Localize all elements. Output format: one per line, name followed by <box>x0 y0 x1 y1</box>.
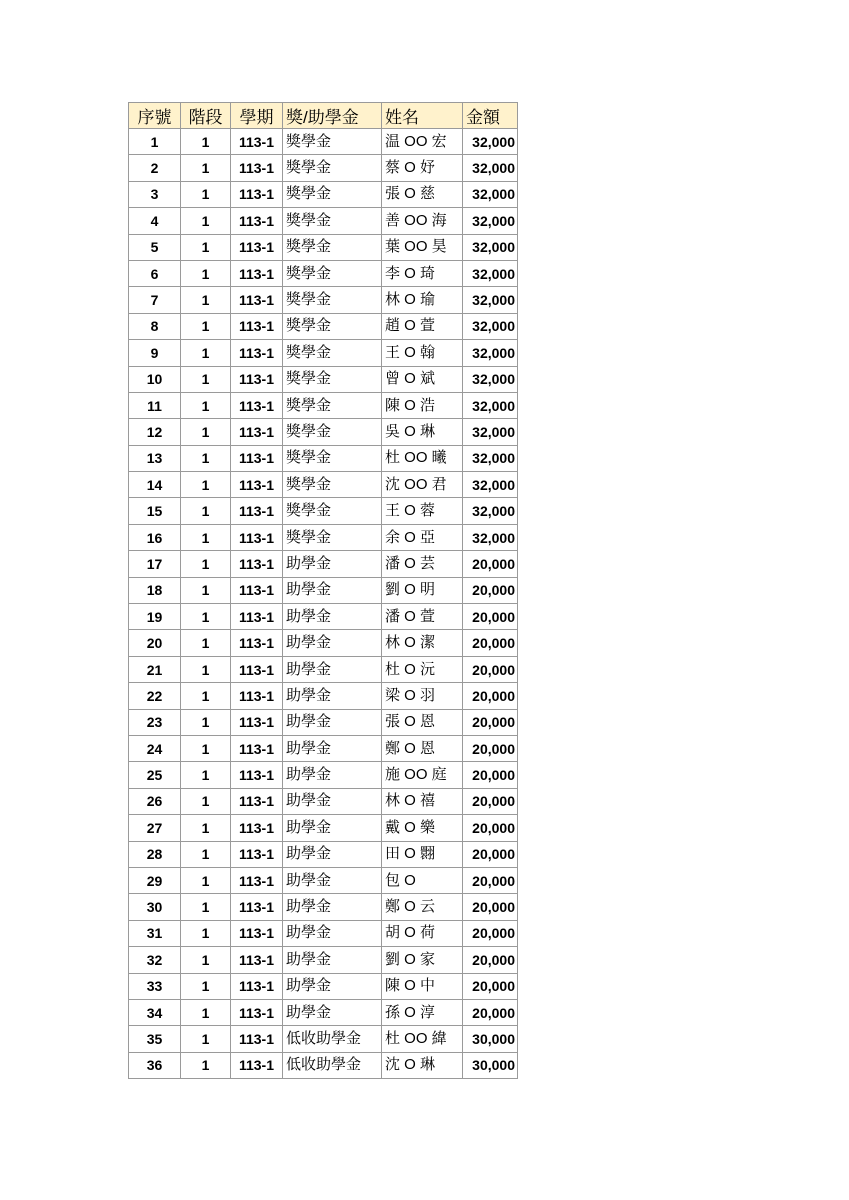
scholarship-table <box>128 102 518 1079</box>
cell-stage: 1 <box>181 656 231 682</box>
cell-amount: 32,000 <box>463 129 518 155</box>
table-row <box>129 1052 518 1078</box>
cell-name: 潘 O 芸 <box>382 551 463 577</box>
cell-name: 王 O 翰 <box>382 340 463 366</box>
cell-serial-number: 20 <box>129 630 181 656</box>
table-row <box>129 683 518 709</box>
cell-name: 杜 OO 緯 <box>382 1026 463 1052</box>
cell-stage: 1 <box>181 340 231 366</box>
header-award-type: 獎/助學金 <box>283 103 382 129</box>
cell-term: 113-1 <box>231 894 283 920</box>
cell-award-type: 助學金 <box>283 788 382 814</box>
cell-stage: 1 <box>181 762 231 788</box>
cell-term: 113-1 <box>231 129 283 155</box>
cell-award-type: 助學金 <box>283 604 382 630</box>
cell-award-type: 獎學金 <box>283 208 382 234</box>
cell-serial-number: 14 <box>129 472 181 498</box>
cell-stage: 1 <box>181 973 231 999</box>
cell-award-type: 助學金 <box>283 999 382 1025</box>
cell-term: 113-1 <box>231 973 283 999</box>
cell-amount: 32,000 <box>463 208 518 234</box>
cell-name: 趙 O 萱 <box>382 313 463 339</box>
cell-amount: 20,000 <box>463 709 518 735</box>
cell-term: 113-1 <box>231 155 283 181</box>
cell-term: 113-1 <box>231 1026 283 1052</box>
cell-amount: 20,000 <box>463 735 518 761</box>
cell-award-type: 助學金 <box>283 709 382 735</box>
cell-amount: 32,000 <box>463 287 518 313</box>
cell-stage: 1 <box>181 208 231 234</box>
cell-award-type: 助學金 <box>283 841 382 867</box>
cell-amount: 32,000 <box>463 524 518 550</box>
cell-name: 張 O 恩 <box>382 709 463 735</box>
header-name: 姓名 <box>382 103 463 129</box>
cell-serial-number: 21 <box>129 656 181 682</box>
table-row <box>129 392 518 418</box>
table-body <box>129 129 518 1079</box>
table-row <box>129 762 518 788</box>
header-term: 學期 <box>231 103 283 129</box>
cell-term: 113-1 <box>231 1052 283 1078</box>
cell-stage: 1 <box>181 999 231 1025</box>
cell-stage: 1 <box>181 129 231 155</box>
cell-award-type: 獎學金 <box>283 524 382 550</box>
cell-term: 113-1 <box>231 709 283 735</box>
table-row <box>129 234 518 260</box>
cell-term: 113-1 <box>231 419 283 445</box>
cell-name: 陳 O 中 <box>382 973 463 999</box>
cell-term: 113-1 <box>231 498 283 524</box>
table-row <box>129 445 518 471</box>
cell-award-type: 助學金 <box>283 867 382 893</box>
cell-serial-number: 7 <box>129 287 181 313</box>
cell-name: 善 OO 海 <box>382 208 463 234</box>
cell-stage: 1 <box>181 867 231 893</box>
table-row <box>129 577 518 603</box>
cell-award-type: 助學金 <box>283 894 382 920</box>
cell-award-type: 獎學金 <box>283 260 382 286</box>
cell-stage: 1 <box>181 260 231 286</box>
cell-term: 113-1 <box>231 735 283 761</box>
cell-award-type: 助學金 <box>283 656 382 682</box>
cell-stage: 1 <box>181 841 231 867</box>
cell-stage: 1 <box>181 445 231 471</box>
cell-amount: 32,000 <box>463 181 518 207</box>
cell-amount: 20,000 <box>463 815 518 841</box>
cell-award-type: 助學金 <box>283 577 382 603</box>
cell-serial-number: 31 <box>129 920 181 946</box>
table-row <box>129 973 518 999</box>
cell-stage: 1 <box>181 551 231 577</box>
cell-award-type: 獎學金 <box>283 129 382 155</box>
cell-award-type: 助學金 <box>283 762 382 788</box>
cell-term: 113-1 <box>231 472 283 498</box>
header-amount: 金額 <box>463 103 518 129</box>
cell-term: 113-1 <box>231 577 283 603</box>
cell-name: 曾 O 斌 <box>382 366 463 392</box>
table-row <box>129 208 518 234</box>
cell-stage: 1 <box>181 1052 231 1078</box>
cell-amount: 32,000 <box>463 155 518 181</box>
cell-name: 杜 OO 曦 <box>382 445 463 471</box>
cell-serial-number: 2 <box>129 155 181 181</box>
table-row <box>129 867 518 893</box>
table-row <box>129 630 518 656</box>
cell-name: 吳 O 琳 <box>382 419 463 445</box>
cell-term: 113-1 <box>231 683 283 709</box>
cell-name: 蔡 O 妤 <box>382 155 463 181</box>
cell-stage: 1 <box>181 788 231 814</box>
cell-name: 戴 O 樂 <box>382 815 463 841</box>
cell-award-type: 獎學金 <box>283 498 382 524</box>
cell-name: 鄭 O 云 <box>382 894 463 920</box>
table-row <box>129 287 518 313</box>
table-row <box>129 155 518 181</box>
cell-amount: 30,000 <box>463 1026 518 1052</box>
cell-name: 胡 O 荷 <box>382 920 463 946</box>
cell-award-type: 獎學金 <box>283 313 382 339</box>
cell-amount: 20,000 <box>463 630 518 656</box>
cell-serial-number: 28 <box>129 841 181 867</box>
cell-name: 田 O 翾 <box>382 841 463 867</box>
cell-stage: 1 <box>181 287 231 313</box>
cell-serial-number: 1 <box>129 129 181 155</box>
cell-term: 113-1 <box>231 445 283 471</box>
cell-amount: 30,000 <box>463 1052 518 1078</box>
cell-term: 113-1 <box>231 762 283 788</box>
cell-term: 113-1 <box>231 313 283 339</box>
cell-term: 113-1 <box>231 920 283 946</box>
cell-amount: 32,000 <box>463 260 518 286</box>
cell-award-type: 獎學金 <box>283 419 382 445</box>
cell-name: 王 O 蓉 <box>382 498 463 524</box>
cell-stage: 1 <box>181 366 231 392</box>
cell-stage: 1 <box>181 683 231 709</box>
cell-amount: 20,000 <box>463 551 518 577</box>
cell-award-type: 獎學金 <box>283 181 382 207</box>
cell-name: 劉 O 家 <box>382 947 463 973</box>
cell-stage: 1 <box>181 947 231 973</box>
table-row <box>129 604 518 630</box>
cell-stage: 1 <box>181 709 231 735</box>
cell-amount: 20,000 <box>463 577 518 603</box>
table-row <box>129 551 518 577</box>
table-row <box>129 260 518 286</box>
table-row <box>129 129 518 155</box>
table-row <box>129 313 518 339</box>
cell-award-type: 助學金 <box>283 947 382 973</box>
cell-name: 包 O <box>382 867 463 893</box>
cell-term: 113-1 <box>231 815 283 841</box>
cell-serial-number: 36 <box>129 1052 181 1078</box>
cell-stage: 1 <box>181 419 231 445</box>
cell-award-type: 助學金 <box>283 973 382 999</box>
cell-term: 113-1 <box>231 181 283 207</box>
cell-amount: 32,000 <box>463 392 518 418</box>
cell-amount: 20,000 <box>463 947 518 973</box>
cell-stage: 1 <box>181 392 231 418</box>
cell-amount: 20,000 <box>463 683 518 709</box>
cell-term: 113-1 <box>231 340 283 366</box>
table-row <box>129 709 518 735</box>
cell-term: 113-1 <box>231 234 283 260</box>
cell-serial-number: 12 <box>129 419 181 445</box>
cell-amount: 32,000 <box>463 445 518 471</box>
header-serial-number: 序號 <box>129 103 181 129</box>
cell-serial-number: 8 <box>129 313 181 339</box>
cell-stage: 1 <box>181 234 231 260</box>
table-row <box>129 815 518 841</box>
cell-amount: 20,000 <box>463 867 518 893</box>
cell-stage: 1 <box>181 524 231 550</box>
table-row <box>129 366 518 392</box>
cell-amount: 20,000 <box>463 920 518 946</box>
cell-serial-number: 29 <box>129 867 181 893</box>
cell-amount: 20,000 <box>463 788 518 814</box>
cell-stage: 1 <box>181 181 231 207</box>
cell-serial-number: 22 <box>129 683 181 709</box>
cell-term: 113-1 <box>231 366 283 392</box>
cell-name: 潘 O 萱 <box>382 604 463 630</box>
table-row <box>129 920 518 946</box>
cell-stage: 1 <box>181 735 231 761</box>
cell-amount: 20,000 <box>463 894 518 920</box>
cell-name: 張 O 慈 <box>382 181 463 207</box>
cell-term: 113-1 <box>231 604 283 630</box>
cell-serial-number: 16 <box>129 524 181 550</box>
table-row <box>129 999 518 1025</box>
table-row <box>129 524 518 550</box>
cell-name: 林 O 潔 <box>382 630 463 656</box>
table-row <box>129 1026 518 1052</box>
cell-serial-number: 35 <box>129 1026 181 1052</box>
cell-stage: 1 <box>181 920 231 946</box>
cell-award-type: 低收助學金 <box>283 1052 382 1078</box>
cell-name: 温 OO 宏 <box>382 129 463 155</box>
cell-term: 113-1 <box>231 630 283 656</box>
cell-serial-number: 33 <box>129 973 181 999</box>
cell-serial-number: 10 <box>129 366 181 392</box>
cell-stage: 1 <box>181 894 231 920</box>
cell-amount: 32,000 <box>463 366 518 392</box>
cell-serial-number: 3 <box>129 181 181 207</box>
cell-term: 113-1 <box>231 947 283 973</box>
cell-amount: 32,000 <box>463 419 518 445</box>
cell-award-type: 助學金 <box>283 920 382 946</box>
cell-name: 陳 O 浩 <box>382 392 463 418</box>
cell-serial-number: 34 <box>129 999 181 1025</box>
table-row <box>129 656 518 682</box>
cell-name: 葉 OO 昊 <box>382 234 463 260</box>
cell-stage: 1 <box>181 630 231 656</box>
cell-name: 孫 O 淳 <box>382 999 463 1025</box>
table-row <box>129 498 518 524</box>
cell-term: 113-1 <box>231 524 283 550</box>
cell-term: 113-1 <box>231 788 283 814</box>
header-stage: 階段 <box>181 103 231 129</box>
cell-amount: 32,000 <box>463 472 518 498</box>
cell-award-type: 低收助學金 <box>283 1026 382 1052</box>
cell-term: 113-1 <box>231 841 283 867</box>
cell-award-type: 助學金 <box>283 630 382 656</box>
cell-name: 梁 O 羽 <box>382 683 463 709</box>
cell-award-type: 獎學金 <box>283 234 382 260</box>
table-row <box>129 419 518 445</box>
cell-serial-number: 27 <box>129 815 181 841</box>
cell-name: 李 O 琦 <box>382 260 463 286</box>
cell-award-type: 獎學金 <box>283 445 382 471</box>
cell-award-type: 助學金 <box>283 551 382 577</box>
cell-amount: 32,000 <box>463 234 518 260</box>
table-row <box>129 894 518 920</box>
cell-serial-number: 19 <box>129 604 181 630</box>
cell-stage: 1 <box>181 472 231 498</box>
scholarship-table-container <box>128 102 518 1079</box>
cell-name: 余 O 亞 <box>382 524 463 550</box>
cell-serial-number: 25 <box>129 762 181 788</box>
cell-name: 林 O 禧 <box>382 788 463 814</box>
cell-amount: 20,000 <box>463 762 518 788</box>
cell-name: 沈 O 琳 <box>382 1052 463 1078</box>
cell-serial-number: 18 <box>129 577 181 603</box>
cell-amount: 32,000 <box>463 313 518 339</box>
cell-serial-number: 24 <box>129 735 181 761</box>
cell-amount: 20,000 <box>463 999 518 1025</box>
table-row <box>129 841 518 867</box>
cell-name: 施 OO 庭 <box>382 762 463 788</box>
table-row <box>129 181 518 207</box>
cell-amount: 20,000 <box>463 841 518 867</box>
cell-award-type: 助學金 <box>283 683 382 709</box>
cell-serial-number: 30 <box>129 894 181 920</box>
cell-serial-number: 5 <box>129 234 181 260</box>
cell-name: 杜 O 沅 <box>382 656 463 682</box>
cell-stage: 1 <box>181 815 231 841</box>
table-row <box>129 947 518 973</box>
table-row <box>129 735 518 761</box>
cell-term: 113-1 <box>231 999 283 1025</box>
table-row <box>129 472 518 498</box>
cell-serial-number: 15 <box>129 498 181 524</box>
table-header <box>129 103 518 129</box>
cell-stage: 1 <box>181 313 231 339</box>
table-row <box>129 788 518 814</box>
cell-amount: 32,000 <box>463 340 518 366</box>
cell-serial-number: 4 <box>129 208 181 234</box>
cell-serial-number: 26 <box>129 788 181 814</box>
cell-award-type: 獎學金 <box>283 287 382 313</box>
cell-serial-number: 17 <box>129 551 181 577</box>
cell-amount: 20,000 <box>463 604 518 630</box>
cell-award-type: 助學金 <box>283 815 382 841</box>
cell-term: 113-1 <box>231 551 283 577</box>
cell-award-type: 獎學金 <box>283 392 382 418</box>
cell-award-type: 獎學金 <box>283 472 382 498</box>
cell-stage: 1 <box>181 577 231 603</box>
cell-serial-number: 32 <box>129 947 181 973</box>
cell-term: 113-1 <box>231 867 283 893</box>
cell-stage: 1 <box>181 155 231 181</box>
cell-term: 113-1 <box>231 656 283 682</box>
cell-amount: 20,000 <box>463 973 518 999</box>
cell-term: 113-1 <box>231 208 283 234</box>
table-row <box>129 340 518 366</box>
cell-serial-number: 23 <box>129 709 181 735</box>
header-row <box>129 103 518 129</box>
cell-term: 113-1 <box>231 287 283 313</box>
cell-term: 113-1 <box>231 392 283 418</box>
cell-serial-number: 9 <box>129 340 181 366</box>
cell-name: 林 O 瑜 <box>382 287 463 313</box>
cell-award-type: 獎學金 <box>283 366 382 392</box>
cell-term: 113-1 <box>231 260 283 286</box>
cell-stage: 1 <box>181 604 231 630</box>
cell-amount: 20,000 <box>463 656 518 682</box>
cell-serial-number: 11 <box>129 392 181 418</box>
cell-amount: 32,000 <box>463 498 518 524</box>
cell-award-type: 獎學金 <box>283 340 382 366</box>
cell-name: 劉 O 明 <box>382 577 463 603</box>
cell-award-type: 獎學金 <box>283 155 382 181</box>
cell-stage: 1 <box>181 1026 231 1052</box>
cell-award-type: 助學金 <box>283 735 382 761</box>
cell-serial-number: 13 <box>129 445 181 471</box>
cell-name: 鄭 O 恩 <box>382 735 463 761</box>
cell-name: 沈 OO 君 <box>382 472 463 498</box>
cell-stage: 1 <box>181 498 231 524</box>
cell-serial-number: 6 <box>129 260 181 286</box>
